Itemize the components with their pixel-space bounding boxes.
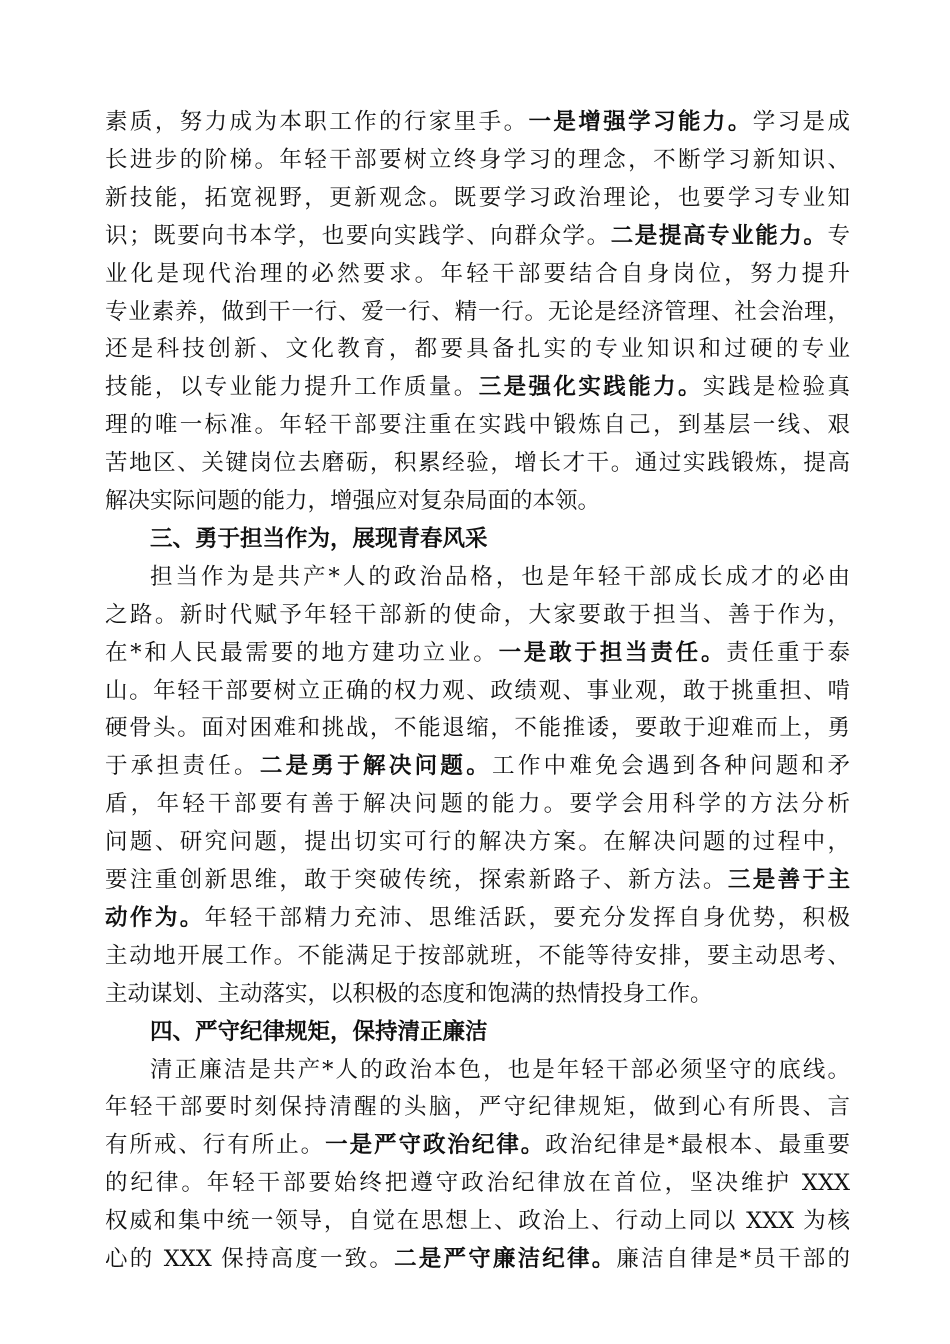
bold-phrase: 一是敢于担当责任。 xyxy=(498,639,727,666)
paragraph-line xyxy=(105,141,850,179)
text-run: 心的 XXX 保持高度一致。 xyxy=(105,1246,395,1272)
text-run: 在*和人民最需要的地方建功立业。 xyxy=(105,639,499,666)
paragraph-line xyxy=(105,330,850,368)
bold-phrase: 动作为。 xyxy=(105,904,205,931)
paragraph-line xyxy=(105,937,850,975)
text-run: 主动谋划、主动落实，以积极的态度和饱满的热情投身工作。 xyxy=(105,980,713,1007)
text-run: 解决实际问题的能力，增强应对复杂局面的本领。 xyxy=(105,488,601,514)
paragraph-line xyxy=(105,785,850,823)
paragraph-line xyxy=(105,1202,850,1240)
text-run: 担当作为是共产*人的政治品格，也是年轻干部成长成才的必由 xyxy=(150,563,850,590)
section-heading xyxy=(150,1013,850,1051)
text-run: 还是科技创新、文化教育，都要具备扎实的专业知识和过硬的专业 xyxy=(105,336,850,363)
paragraph-line xyxy=(105,596,850,634)
text-run: 素质，努力成为本职工作的行家里手。 xyxy=(105,109,529,135)
text-run: 有所戒、行有所止。 xyxy=(105,1132,326,1159)
text-run: 要注重创新思维，敢于突破传统，探索新路子、新方法。 xyxy=(105,867,728,893)
text-run: 主动地开展工作。不能满足于按部就班，不能等待安排，要主动思考、 xyxy=(105,942,850,969)
text-run: 长进步的阶梯。年轻干部要树立终身学习的理念，不断学习新知识、 xyxy=(105,146,850,173)
paragraph-line xyxy=(150,558,850,596)
paragraph-line xyxy=(105,482,850,520)
paragraph-line xyxy=(105,975,850,1013)
text-run: 政治纪律是*最根本、最重要 xyxy=(545,1132,850,1159)
text-run: 业化是现代治理的必然要求。年轻干部要结合自身岗位，努力提升 xyxy=(105,260,850,287)
bold-phrase: 一是严守政治纪律。 xyxy=(325,1132,546,1159)
paragraph-line xyxy=(105,1126,850,1164)
text-run: 盾，年轻干部要有善于解决问题的能力。要学会用科学的方法分析 xyxy=(105,791,850,818)
text-run: 廉洁自律是*员干部的 xyxy=(616,1246,850,1272)
paragraph-line xyxy=(105,444,850,482)
bold-phrase: 二是勇于解决问题。 xyxy=(259,753,493,780)
text-run: 山。年轻干部要树立正确的权力观、政绩观、事业观，敢于挑重担、啃 xyxy=(105,677,850,704)
text-run: 的纪律。年轻干部要始终把遵守政治纪律放在首位，坚决维护 XXX xyxy=(105,1170,850,1197)
text-run: 学习是成 xyxy=(752,109,850,135)
paragraph-line xyxy=(105,103,850,141)
text-run: 苦地区、关键岗位去磨砺，积累经验，增长才干。通过实践锻炼，提高 xyxy=(105,450,850,477)
text-run: 年轻干部要时刻保持清醒的头脑，严守纪律规矩，做到心有所畏、言 xyxy=(105,1094,850,1121)
bold-phrase: 三是强化实践能力。 xyxy=(478,374,703,401)
text-run: 之路。新时代赋予年轻干部新的使命，大家要敢于担当、善于作为， xyxy=(105,601,850,628)
text-run: 硬骨头。面对困难和挑战，不能退缩，不能推诿，要敢于迎难而上，勇 xyxy=(105,715,850,742)
text-run: 责任重于泰 xyxy=(726,639,850,666)
paragraph-line xyxy=(105,368,850,406)
paragraph-line xyxy=(105,709,850,747)
paragraph-line xyxy=(105,672,850,710)
text-run: 权威和集中统一领导，自觉在思想上、政治上、行动上同以 XXX 为核 xyxy=(105,1208,850,1235)
text-run: 清正廉洁是共产*人的政治本色，也是年轻干部必须坚守的底线。 xyxy=(150,1056,850,1083)
text-run: 工作中难免会遇到各种问题和矛 xyxy=(492,753,850,780)
text-run: 三、勇于担当作为，展现青春风采 xyxy=(150,525,488,552)
paragraph-line xyxy=(105,861,850,899)
text-run: 专业素养，做到干一行、爱一行、精一行。无论是经济管理、社会治理， xyxy=(105,298,850,325)
bold-phrase: 三是善于主 xyxy=(727,867,850,893)
paragraph-line xyxy=(105,293,850,331)
paragraph-line xyxy=(105,899,850,937)
text-run: 技能，以专业能力提升工作质量。 xyxy=(105,374,479,401)
paragraph-line xyxy=(105,634,850,672)
paragraph-line xyxy=(105,255,850,293)
text-run: 问题、研究问题，提出切实可行的解决方案。在解决问题的过程中， xyxy=(105,829,850,856)
paragraph-line xyxy=(150,1051,850,1089)
paragraph-line xyxy=(105,406,850,444)
paragraph-line xyxy=(105,1088,850,1126)
paragraph-line xyxy=(105,1164,850,1202)
bold-phrase: 二是提高专业能力。 xyxy=(610,222,828,249)
text-run: 专 xyxy=(827,222,850,249)
text-run: 于承担责任。 xyxy=(105,753,260,780)
text-run: 识；既要向书本学，也要向实践学、向群众学。 xyxy=(105,222,611,249)
paragraph-line xyxy=(105,1240,850,1278)
text-run: 理的唯一标准。年轻干部要注重在实践中锻炼自己，到基层一线、艰 xyxy=(105,412,850,439)
paragraph-line xyxy=(105,217,850,255)
bold-phrase: 一是增强学习能力。 xyxy=(528,109,753,135)
paragraph-line xyxy=(105,179,850,217)
text-run: 四、严守纪律规矩，保持清正廉洁 xyxy=(150,1018,488,1045)
paragraph-line xyxy=(105,823,850,861)
section-heading xyxy=(150,520,850,558)
bold-phrase: 二是严守廉洁纪律。 xyxy=(394,1246,617,1272)
text-run: 年轻干部精力充沛、思维活跃，要充分发挥自身优势，积极 xyxy=(204,904,850,931)
paragraph-line xyxy=(105,747,850,785)
text-run: 新技能，拓宽视野，更新观念。既要学习政治理论，也要学习专业知 xyxy=(105,184,850,211)
text-run: 实践是检验真 xyxy=(702,374,850,401)
